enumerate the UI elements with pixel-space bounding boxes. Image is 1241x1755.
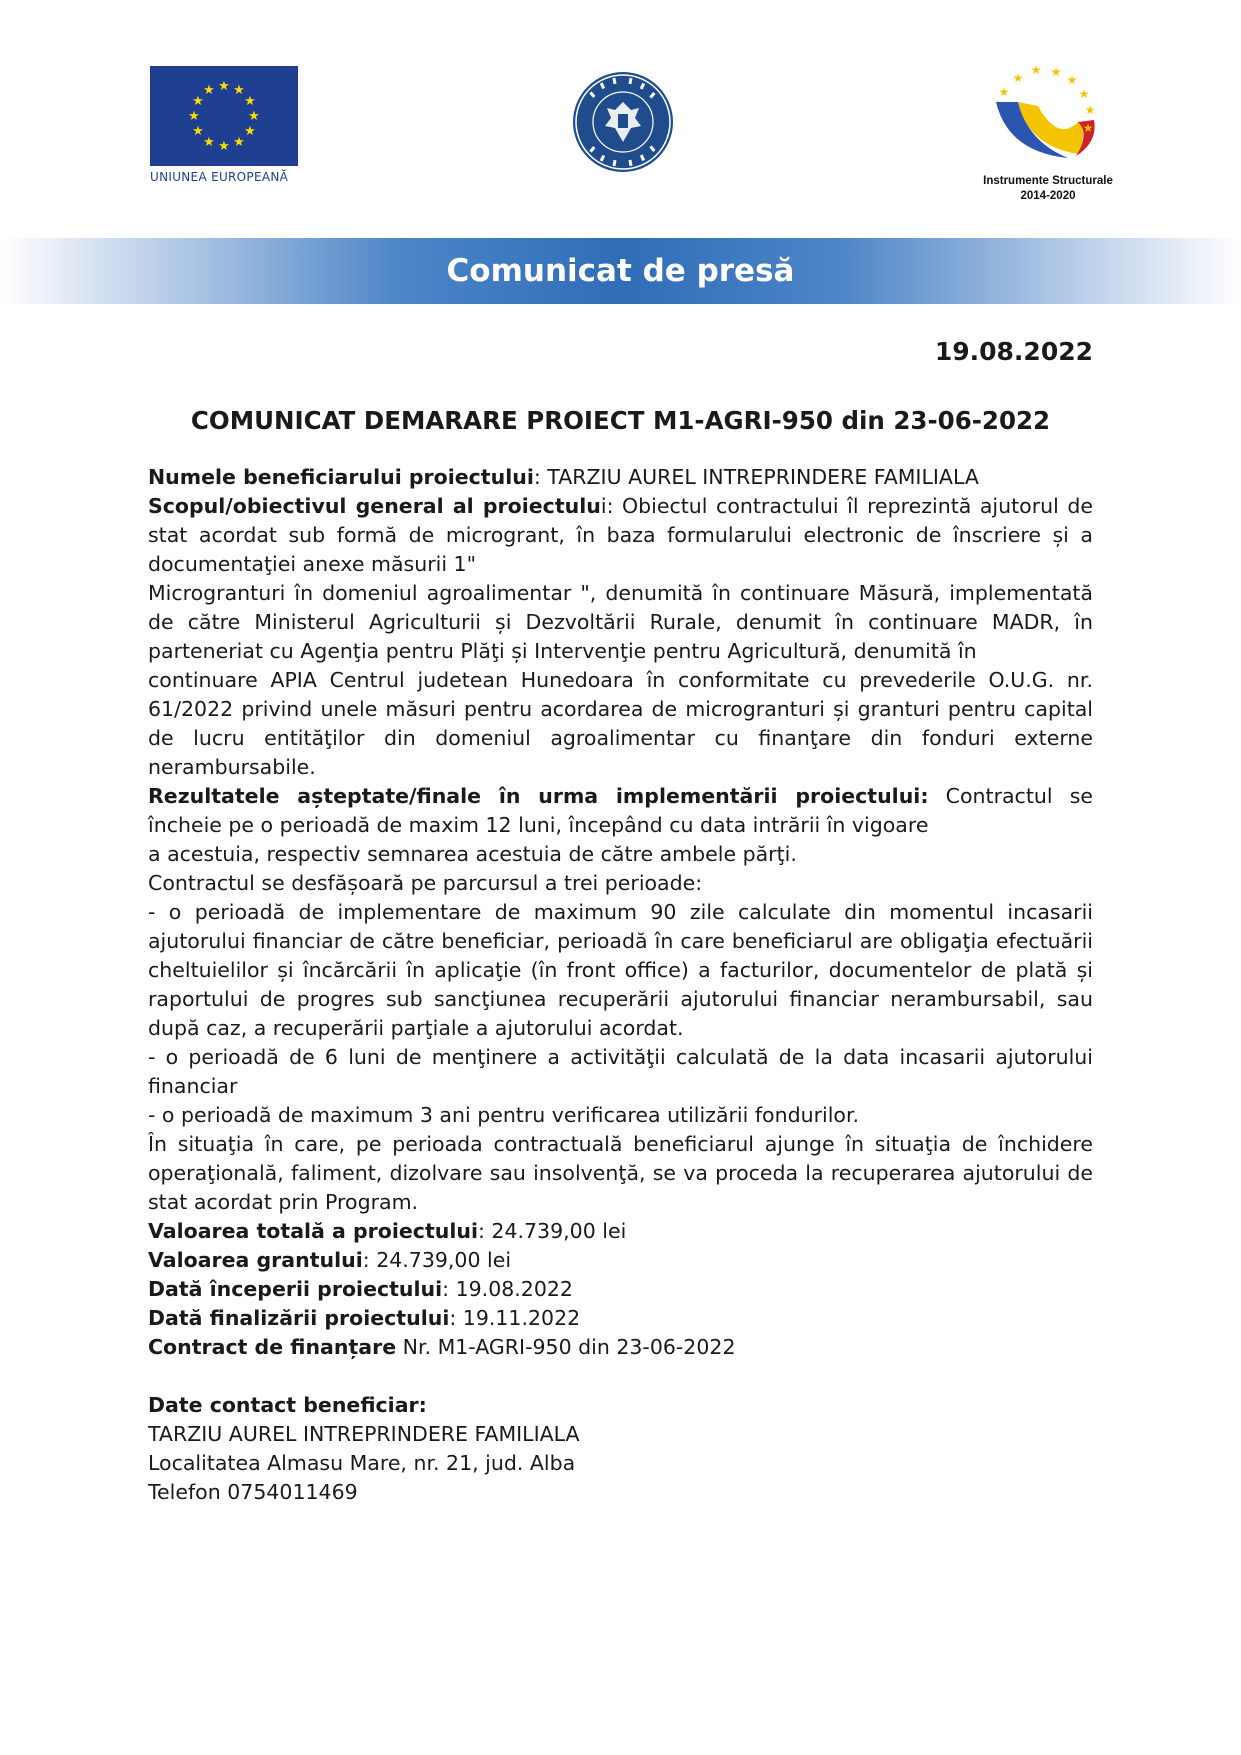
document-date: 19.08.2022: [934, 337, 1093, 366]
eu-flag-icon: [150, 66, 298, 166]
svg-text:★: ★: [248, 109, 260, 124]
is-logo-line2: 2014-2020: [1020, 190, 1076, 202]
press-release-banner: [0, 238, 1241, 304]
svg-text:★: ★: [192, 124, 204, 139]
document-body: [148, 463, 1093, 1507]
contact-label: [148, 1391, 1093, 1420]
svg-text:★: ★: [1082, 121, 1094, 135]
grant-label: Valoarea grantului: [148, 1248, 363, 1272]
contact-phone: Telefon 0754011469: [148, 1480, 358, 1504]
svg-text:★: ★: [203, 135, 215, 150]
start-date-line: [148, 1275, 1093, 1304]
period-3: - o perioadă de maximum 3 ani pentru verificarea utilizării fondurilor.: [148, 1103, 860, 1127]
closing-text: În situaţia în care, pe perioada contractuală beneficiarul ajunge în situaţia de închidere operaţională, faliment, dizolvare sau insolvenţă, se va proceda la recuperarea ajutorului de stat acordat prin Program.: [148, 1132, 1093, 1214]
eu-logo: [150, 66, 298, 190]
svg-text:★: ★: [1012, 71, 1024, 85]
start-label: Dată începerii proiectului: [148, 1277, 443, 1301]
end-label: Dată finalizării proiectului: [148, 1306, 450, 1330]
beneficiary-line: [148, 463, 1093, 492]
is-logo-line1: Instrumente Structurale: [983, 175, 1113, 187]
svg-text:★: ★: [203, 83, 215, 98]
total-label: Valoarea totală a proiectului: [148, 1219, 478, 1243]
svg-text:★: ★: [244, 124, 256, 139]
instrumente-structurale-logo: [968, 62, 1128, 210]
contract-line: [148, 1333, 1093, 1362]
objective-text-2: Microgranturi în domeniul agroalimentar ", denumită în continuare Măsură, implementată de către Ministerul Agriculturii și Dezvoltării Rurale, denumit în continuare MADR, în parteneriat cu Agenţia pentru Plăţi și Intervenţie pentru Agricultură, denumită în: [148, 581, 1093, 663]
results-text-1: Contractul se încheie pe o perioadă de maxim 12 luni, începând cu data intrării în vigoare: [148, 784, 1094, 837]
beneficiary-label: Numele beneficiarului proiectului: [148, 465, 534, 489]
svg-text:★: ★: [1030, 63, 1042, 77]
instrumente-structurale-icon: [968, 62, 1128, 172]
svg-text:★: ★: [233, 83, 245, 98]
svg-text:★: ★: [1078, 87, 1090, 101]
objective-text-1: : Obiectul contractului îl reprezintă ajutorul de stat acordat sub formă de microgrant, în baza formularului electronic de înscriere și a documentaţiei anexe măsurii 1": [148, 494, 1094, 576]
svg-text:★: ★: [1084, 103, 1096, 117]
objective-paragraph: [148, 492, 1093, 579]
period-1: - o perioadă de implementare de maximum 90 zile calculate din momentul incasarii ajutorului financiar de către beneficiar, perioadă în care beneficiarul are obligaţia efectuării cheltuielilor și încărcării în aplicaţie (în front office) a facturilor, documentelor de plată și raportului de progres sub sancţiunea recuperării ajutorului financiar nerambursabil, sau după caz, a recuperării parţiale a ajutorului acordat.: [148, 900, 1093, 1040]
svg-text:★: ★: [244, 94, 256, 109]
results-paragraph: [148, 782, 1093, 840]
results-label: Rezultatele așteptate/finale în urma implementării proiectului:: [148, 784, 929, 808]
svg-text:★: ★: [218, 139, 230, 154]
grant-value-line: [148, 1246, 1093, 1275]
guvernul-romaniei-seal-icon: [571, 70, 675, 174]
svg-text:★: ★: [233, 135, 245, 150]
banner-title: Comunicat de presă: [446, 253, 795, 289]
eu-logo-label: UNIUNEA EUROPEANĂ: [150, 170, 289, 184]
svg-text:★: ★: [192, 94, 204, 109]
contact-name: TARZIU AUREL INTREPRINDERE FAMILIALA: [148, 1422, 580, 1446]
document-heading: COMUNICAT DEMARARE PROIECT M1-AGRI-950 din 23-06-2022: [190, 406, 1051, 435]
svg-text:★: ★: [1050, 65, 1062, 79]
contract-value: Nr. M1-AGRI-950 din 23-06-2022: [396, 1335, 736, 1359]
results-text-2: a acestuia, respectiv semnarea acestuia de către ambele părţi.: [148, 842, 797, 866]
objective-label-tail: i: [600, 494, 607, 518]
contract-label: Contract de finanțare: [148, 1335, 397, 1359]
period-2: - o perioadă de 6 luni de menţinere a activităţii calculată de la data incasarii ajutorului financiar: [148, 1045, 1093, 1098]
grant-value: : 24.739,00 lei: [362, 1248, 512, 1272]
contact-label-text: Date contact beneficiar:: [148, 1393, 427, 1417]
start-value: : 19.08.2022: [442, 1277, 573, 1301]
objective-text-3: continuare APIA Centrul judetean Hunedoara în conformitate cu prevederile O.U.G. nr. 61/2022 privind unele măsuri pentru acordarea de microgranturi și granturi pentru capital de lucru entităţilor din domeniul agroalimentar cu finanţare din fonduri externe nerambursabile.: [148, 668, 1093, 779]
svg-text:★: ★: [218, 79, 230, 94]
beneficiary-value: : TARZIU AUREL INTREPRINDERE FAMILIALA: [533, 465, 979, 489]
svg-text:★: ★: [998, 85, 1010, 99]
total-value: : 24.739,00 lei: [477, 1219, 627, 1243]
end-date-line: [148, 1304, 1093, 1333]
svg-text:★: ★: [188, 109, 200, 124]
total-value-line: [148, 1217, 1093, 1246]
contact-address: Localitatea Almasu Mare, nr. 21, jud. Alba: [148, 1451, 576, 1475]
end-value: : 19.11.2022: [449, 1306, 581, 1330]
objective-label: Scopul/obiectivul general al proiectulu: [148, 494, 601, 518]
svg-text:★: ★: [1066, 73, 1078, 87]
periods-intro: Contractul se desfășoară pe parcursul a trei perioade:: [148, 871, 703, 895]
